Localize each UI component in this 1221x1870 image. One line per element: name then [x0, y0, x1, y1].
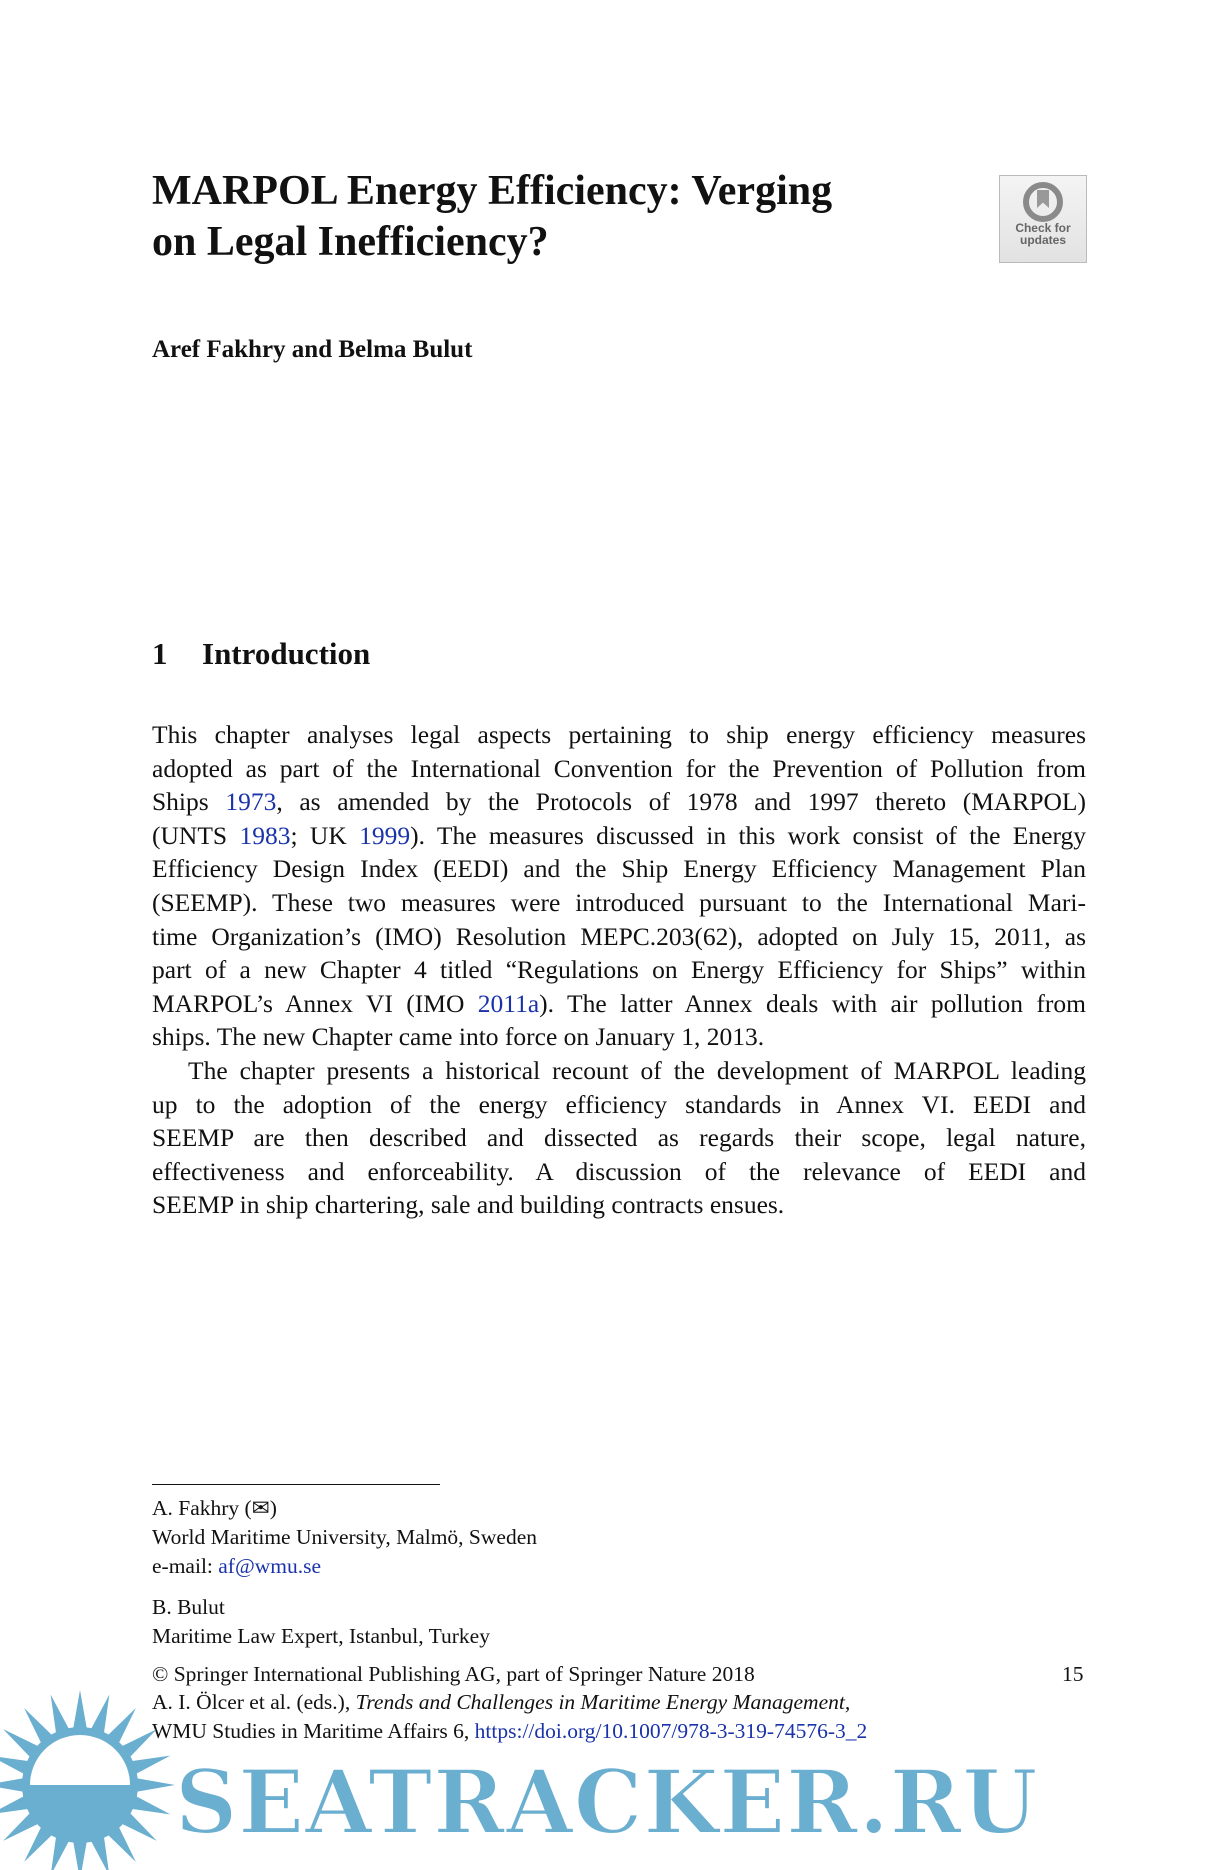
text-line [152, 886, 1086, 920]
doi-link[interactable]: https://doi.org/10.1007/978-3-319-74576-3_2 [474, 1719, 868, 1743]
body-text [152, 718, 1086, 1222]
text: ; UK [290, 820, 360, 850]
paragraph [152, 718, 1086, 1054]
text: Efficiency Design Index (EEDI) and the Ship Energy Efficiency Management Plan [152, 854, 1086, 884]
badge-label: updates [1019, 233, 1066, 247]
bookmark-icon [1023, 182, 1063, 222]
chapter-title [152, 166, 952, 268]
paren: ) [269, 1496, 277, 1520]
text-line: SEEMP in ship chartering, sale and building contracts ensues. [152, 1190, 785, 1220]
author-affiliation: Maritime Law Expert, Istanbul, Turkey [152, 1624, 490, 1648]
page-number: 15 [1062, 1662, 1084, 1686]
citation [152, 1688, 867, 1746]
text: ). The latter Annex deals with air pollution from [539, 988, 1086, 1018]
citation-link[interactable]: 1983 [239, 820, 291, 850]
email-link[interactable]: af@wmu.se [218, 1554, 322, 1578]
sun-ray [73, 1840, 87, 1870]
sun-ray [0, 1778, 25, 1792]
copyright: © Springer International Publishing AG, part of Springer Nature 2018 [152, 1662, 755, 1686]
text-line: SEEMP are then described and dissected as regards their scope, legal nature, [152, 1123, 1086, 1153]
authors: Aref Fakhry and Belma Bulut [152, 336, 473, 363]
text: ). The measures discussed in this work consist of the Energy [410, 820, 1086, 850]
text: Ships [152, 787, 226, 817]
text: part of a new Chapter 4 titled “Regulations on Energy Efficiency for Ships” within [152, 955, 1086, 985]
citation-link[interactable]: 2011a [477, 988, 540, 1018]
author-name: A. Fakhry ( [152, 1496, 252, 1520]
sun-ray [135, 1778, 175, 1792]
author-footnote-1 [152, 1494, 537, 1581]
text: time Organization’s (IMO) Resolution MEPC.203(62), adopted on July 15, 2011, as [152, 921, 1086, 951]
badge-label: Check for [1015, 221, 1071, 235]
text-line [152, 819, 1086, 853]
text-line [152, 785, 1086, 819]
footnote-rule [152, 1484, 440, 1485]
text-line [152, 852, 1086, 886]
paragraph [152, 1054, 1086, 1222]
sun-logo-icon [0, 1690, 190, 1870]
text: This chapter analyses legal aspects pertaining to ship energy efficiency measures [152, 720, 1086, 749]
section-title: Introduction [202, 636, 371, 671]
text: ships. The new Chapter came into force on January 1, 2013. [152, 1022, 765, 1052]
text-line: up to the adoption of the energy efficiency standards in Annex VI. EEDI and [152, 1089, 1086, 1119]
text: adopted as part of the International Convention for the Prevention of Pollution from [152, 753, 1086, 783]
citation-link[interactable]: 1973 [225, 787, 277, 817]
text-line [152, 1020, 1086, 1054]
author-name: B. Bulut [152, 1595, 225, 1619]
text-line [152, 752, 1086, 786]
text-line [152, 953, 1086, 987]
text: , as amended by the Protocols of 1978 and 1997 thereto (MARPOL) [276, 787, 1086, 817]
envelope-icon: ✉ [251, 1496, 270, 1520]
text-line [152, 920, 1086, 954]
watermark: SEATRACKER.RU [175, 1750, 1039, 1854]
title-line: MARPOL Energy Efficiency: Verging [152, 168, 833, 214]
text: MARPOL’s Annex VI (IMO [152, 988, 478, 1018]
section-number: 1 [152, 636, 168, 671]
text-line [152, 987, 1086, 1021]
title-line: on Legal Inefficiency? [152, 219, 549, 265]
text-line: effectiveness and enforceability. A discussion of the relevance of EEDI and [152, 1156, 1086, 1186]
text: (UNTS [152, 820, 240, 850]
citation-link[interactable]: 1999 [359, 820, 411, 850]
text-line: The chapter presents a historical recount of the development of MARPOL leading [188, 1055, 1086, 1085]
section-heading [152, 636, 370, 672]
series: WMU Studies in Maritime Affairs 6, [152, 1719, 475, 1743]
book-title: Trends and Challenges in Maritime Energy Management, [355, 1690, 851, 1714]
author-affiliation: World Maritime University, Malmö, Sweden [152, 1525, 538, 1549]
sun-ray [73, 1690, 87, 1730]
citation-editors: A. I. Ölcer et al. (eds.), [152, 1690, 356, 1714]
text: (SEEMP). These two measures were introduced pursuant to the International Mari- [152, 887, 1086, 917]
author-footnote-2 [152, 1593, 490, 1651]
check-for-updates-badge[interactable] [999, 175, 1087, 263]
email-label: e-mail: [152, 1554, 219, 1578]
text-line [152, 718, 1086, 752]
